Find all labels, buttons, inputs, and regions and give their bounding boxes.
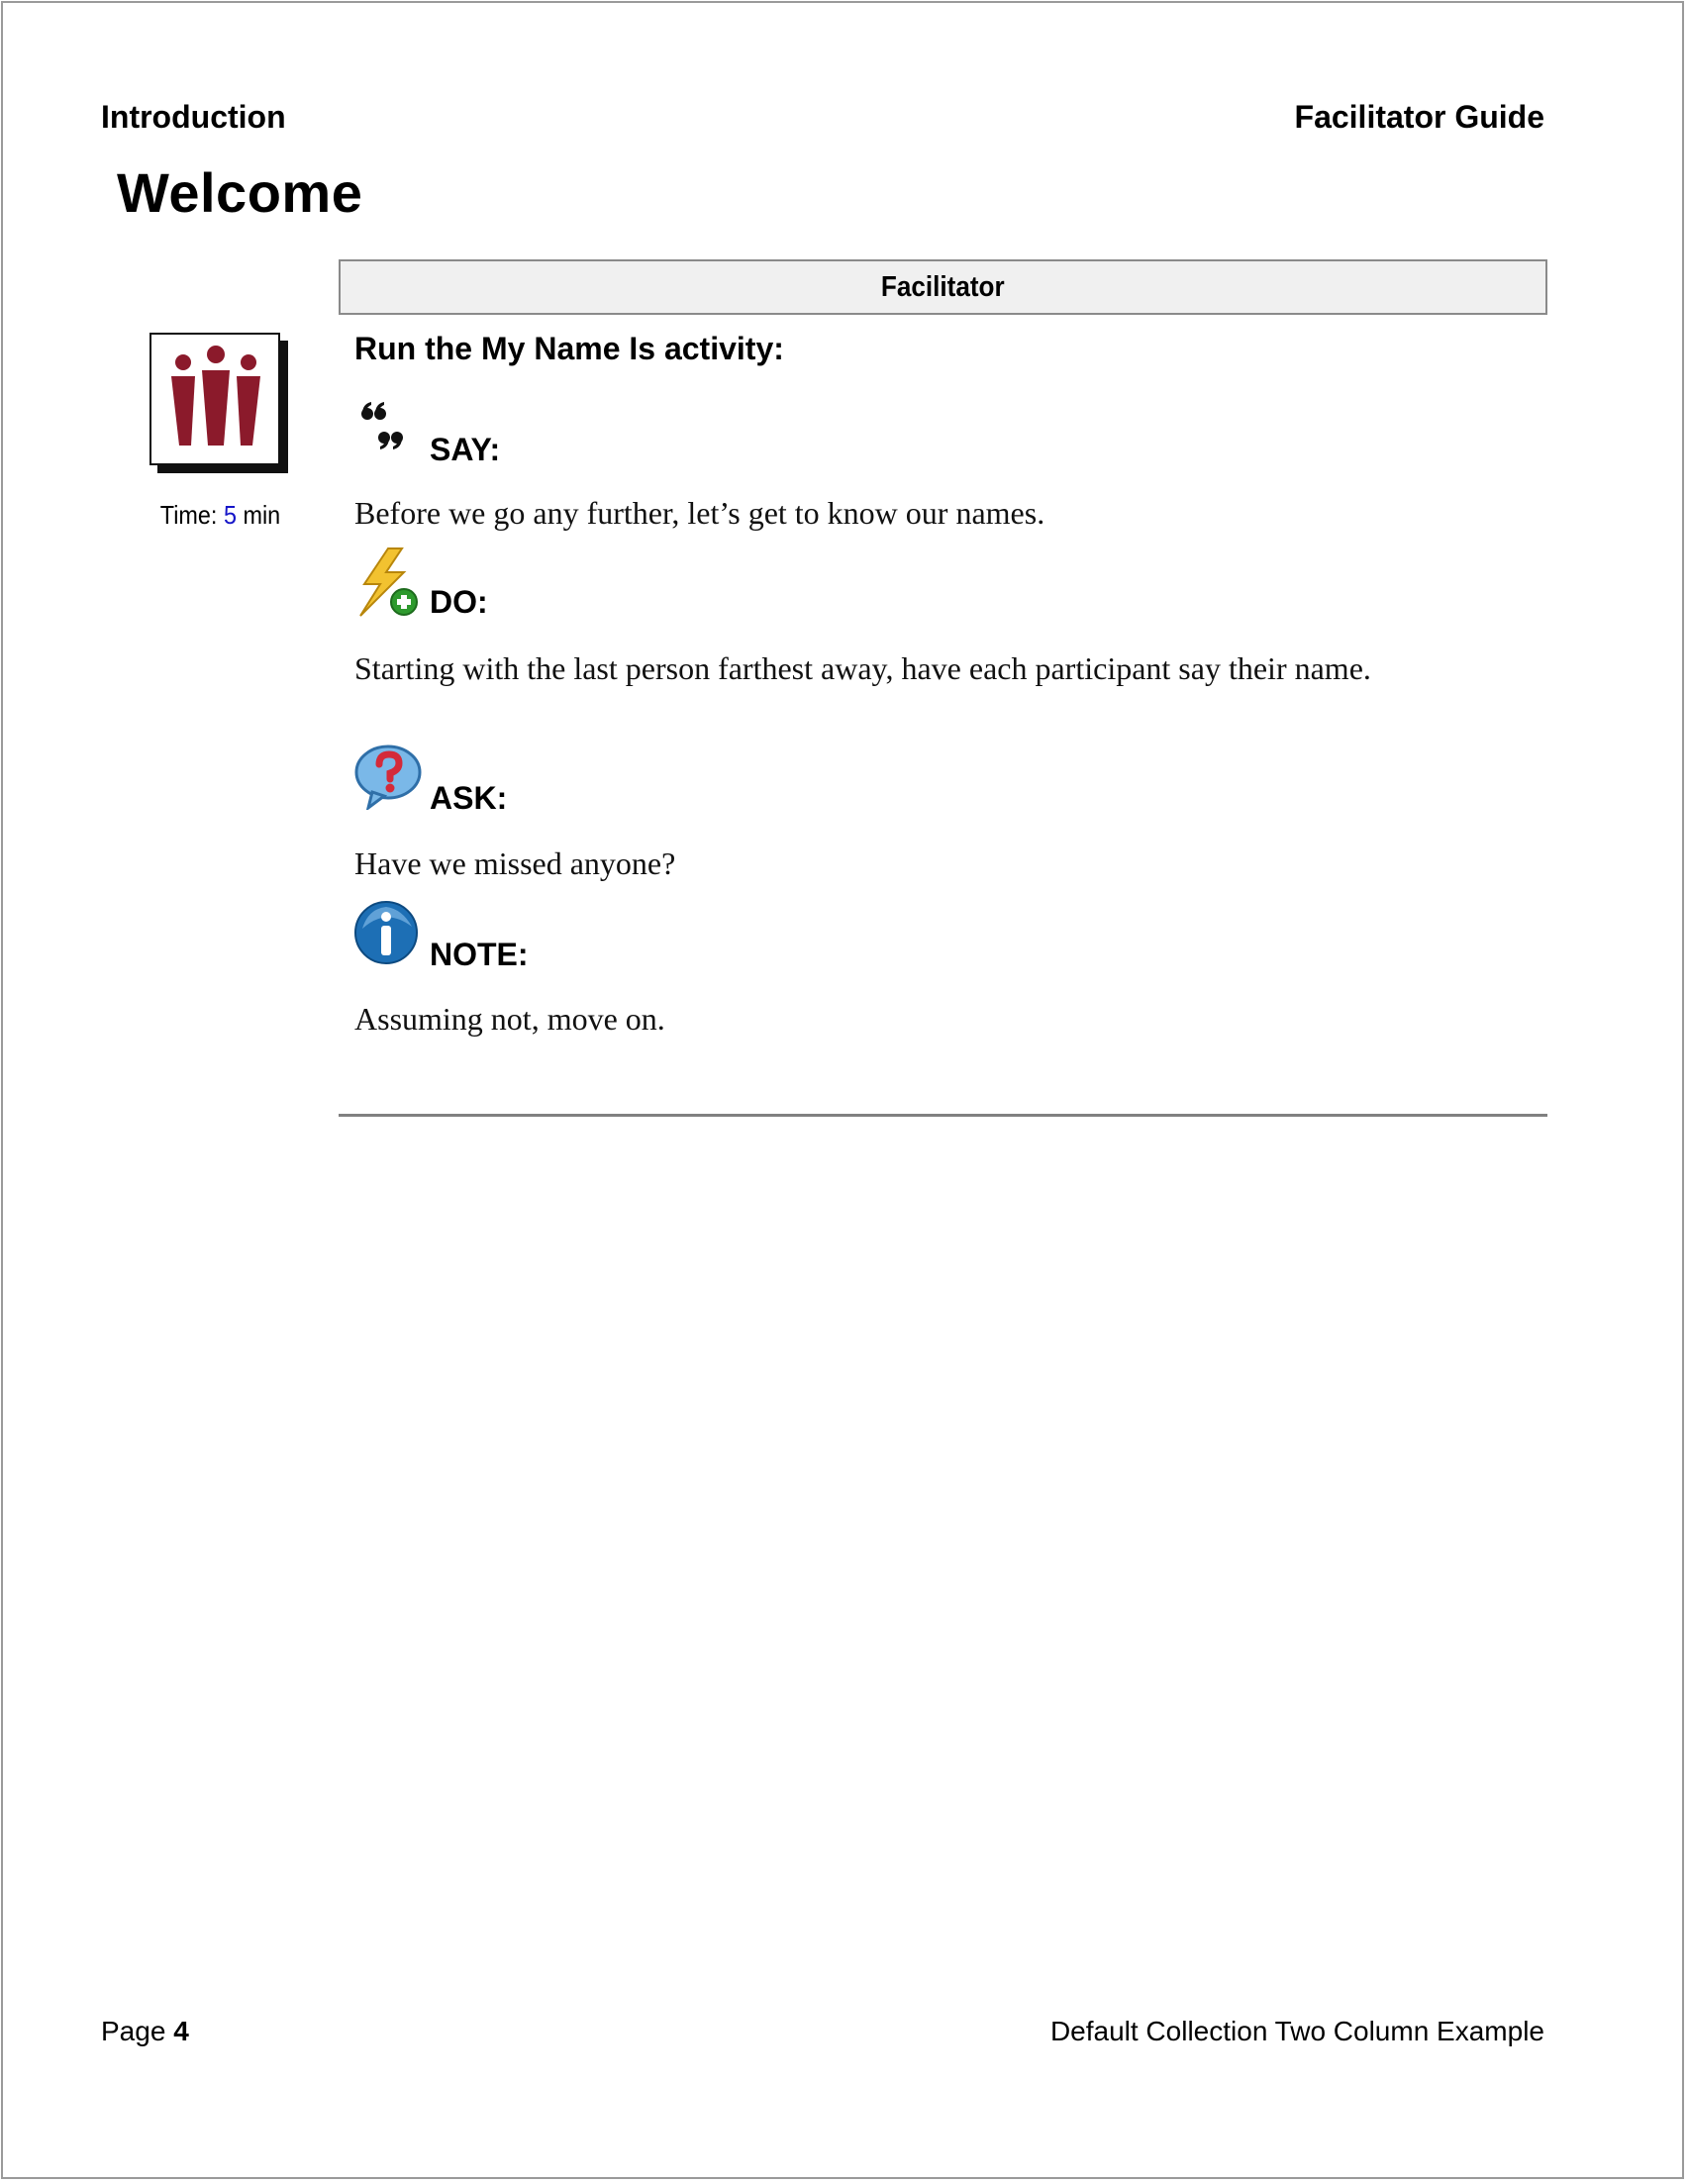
group-people-icon xyxy=(149,333,280,465)
time-value: 5 xyxy=(223,500,237,530)
ask-text: Have we missed anyone? xyxy=(354,845,676,881)
footer-page xyxy=(101,2016,189,2047)
say-text: Before we go any further, let’s get to know our names. xyxy=(354,495,1045,531)
page-number: 4 xyxy=(173,2016,189,2046)
header-guide-title: Facilitator Guide xyxy=(1294,99,1544,135)
ask-label: ASK: xyxy=(430,780,508,816)
info-icon xyxy=(354,899,422,973)
facilitator-header xyxy=(339,259,1547,315)
time-prefix: Time: xyxy=(159,500,218,530)
note-text: Assuming not, move on. xyxy=(354,1001,665,1037)
time-unit: min xyxy=(243,500,281,530)
page-title: Welcome xyxy=(117,161,363,224)
quote-icon xyxy=(358,400,418,460)
note-label: NOTE: xyxy=(430,937,529,972)
say-label: SAY: xyxy=(430,432,501,467)
header-section-title: Introduction xyxy=(101,99,286,135)
do-text: Starting with the last person farthest away, have each participant say their name. xyxy=(354,650,1371,686)
activity-heading: Run the My Name Is activity: xyxy=(354,331,784,366)
activity-time xyxy=(147,500,294,531)
facilitator-header-label: Facilitator xyxy=(881,271,1005,303)
question-bubble-icon xyxy=(354,745,426,815)
footer-collection-title: Default Collection Two Column Example xyxy=(1049,2016,1544,2046)
section-divider xyxy=(339,1114,1547,1117)
lightning-add-icon xyxy=(354,546,424,623)
do-label: DO: xyxy=(430,584,488,620)
page-frame xyxy=(1,1,1684,2179)
page-label: Page xyxy=(101,2016,166,2046)
